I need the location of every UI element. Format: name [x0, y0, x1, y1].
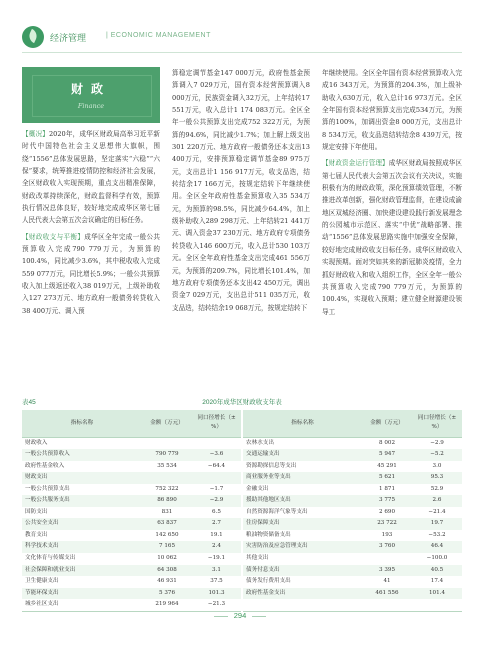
- table-row: [22, 484, 462, 496]
- row-amount-left: 790 779: [142, 449, 192, 461]
- table-row: [22, 495, 462, 507]
- row-growth-left: 3.1: [192, 565, 242, 577]
- row-growth-left: 2.4: [192, 541, 242, 553]
- row-amount-right: 23 722: [362, 518, 412, 530]
- leaf-logo-icon: [22, 26, 44, 48]
- table-row: [22, 507, 462, 519]
- row-growth-right: −5.2: [412, 449, 462, 461]
- row-name-left: 财政收入: [25, 439, 48, 446]
- row-growth-left: −19.1: [207, 554, 226, 561]
- row-amount-right: 3 760: [362, 541, 412, 553]
- row-name-right: 援助其他地区支出: [242, 495, 362, 507]
- chapter-subtitle: Finance: [77, 102, 105, 110]
- row-growth-left: 6.5: [212, 508, 221, 515]
- row-name-left: 一般公共预算收入: [22, 449, 142, 461]
- row-name-left: 城乡社区支出: [22, 599, 142, 611]
- row-name-left: 财政支出: [22, 472, 142, 484]
- row-name-right: 资源勘探信息等支出: [242, 461, 362, 473]
- chapter-banner: [22, 67, 160, 123]
- row-growth-left: −1.7: [209, 485, 224, 492]
- row-amount-right: 2 690: [378, 508, 395, 515]
- table-title: 2020年成华区财政收支年表: [202, 399, 282, 406]
- row-growth-right: 95.3: [412, 472, 462, 484]
- row-name-left: 政府性基金收入: [25, 462, 65, 469]
- row-amount-right: 461 556: [362, 588, 412, 600]
- row-name-right: 金融支出: [242, 484, 362, 496]
- row-growth-right: −53.2: [428, 531, 446, 538]
- table-row: [22, 553, 462, 565]
- budget-text: 成华区全年完成一般公共预算收入完成790 779万元，为预算的100.4%，同比减少3.6%，其中税收收入完成559 077万元，同比增长5.9%；一般公共预算收入加上级返还收入38 019万元，上级补助收入127 273万元、地方政府一般债务转贷收入38 400万元、调入预: [22, 232, 161, 315]
- row-amount-left: 86 890: [142, 495, 192, 507]
- row-name-right: 商业服务业等支出: [242, 472, 362, 484]
- row-name-right: [242, 599, 362, 611]
- row-amount-right: 1 871: [378, 485, 395, 492]
- section-subtitle: | ECONOMIC MANAGEMENT: [106, 32, 211, 39]
- row-name-left: 社会保障和就业支出: [22, 565, 142, 577]
- row-growth-left: [192, 472, 242, 484]
- table-row: [22, 576, 462, 588]
- row-name-right: 住房保障支出: [242, 518, 362, 530]
- text-column-2: [172, 67, 310, 314]
- row-name-right: 交通运输支出: [242, 449, 362, 461]
- row-amount-left: 831: [161, 508, 173, 515]
- table-number: 表45: [22, 399, 36, 406]
- row-amount-right: 8 002: [378, 439, 395, 446]
- table-row: [22, 518, 462, 530]
- row-name-right: 灾害防治及应急管理支出: [242, 541, 362, 553]
- header-name-right: 指标名称: [242, 410, 362, 437]
- row-amount-left: 219 964: [142, 599, 192, 611]
- row-name-right: 农林水支出: [242, 437, 362, 449]
- text-column-1: [22, 128, 160, 317]
- header-growth-right: 同口径增长（±%）: [412, 410, 462, 437]
- table-row: [22, 541, 462, 553]
- table-row: [22, 599, 462, 611]
- budget-paragraph: [22, 231, 160, 317]
- section-title: 经济管理: [50, 34, 87, 44]
- table-row: [22, 449, 462, 461]
- row-growth-left: 2.7: [192, 518, 242, 530]
- row-name-left: 科学技术支出: [22, 541, 142, 553]
- ops-text: 成华区财政局按照成华区第七届人民代表大会第五次会议有关决议，实施积极有为的财政政策，深化预算绩效管理，不断推进改革创新，强化财政管理监督，在建设成渝地区双城经济圈、加快建设建设践行新发展理念的公园城市示范区、落实“中优”战略部署、推动“1556”总体发展思路实施中加强安全保障，较好地完成财政收支目标任务。成华区财政收入实现预期。面对突如其来的新冠肺炎疫情，全力抓好财政收入和收入组织工作，全区全年一般公共预算收入完成790 779万元，为预算的100.4%，实现收入预期；建立健全财源建设领导工: [322, 159, 462, 316]
- row-name-left: 一般公共服务支出: [22, 495, 142, 507]
- row-growth-right: 46.4: [412, 541, 462, 553]
- row-growth-left: 19.1: [210, 531, 223, 538]
- header-name-left: 指标名称: [22, 410, 142, 437]
- table-row: [22, 530, 462, 542]
- overview-label: 【概况】: [22, 130, 49, 138]
- row-amount-right: [362, 599, 412, 611]
- row-amount-right: 3 775: [362, 495, 412, 507]
- row-name-left: 文化体育与传媒支出: [25, 554, 76, 561]
- row-name-left: 公共安全支出: [22, 518, 142, 530]
- row-amount-left: [142, 472, 192, 484]
- table-row: [22, 437, 462, 449]
- text-column-3: [322, 67, 462, 318]
- row-growth-right: −21.4: [428, 508, 446, 515]
- row-amount-right: [362, 553, 412, 565]
- row-amount-left: 63 837: [142, 518, 192, 530]
- state-capital-paragraph: 年继续使用。全区全年国有资本经营预算收入完成16 343万元，为预算的204.3%，加上级补助收入630万元，收入总计16 973万元。全区全年国有资本经营预算支出完成534万元，为预算的100%，加调出资金8 000万元，支出总计8 534万元，收支品迭结转结余8 439万元，按规定安排下年使用。: [322, 69, 462, 152]
- table-row: [22, 461, 462, 473]
- header-amount-right: 金额（万元）: [362, 410, 412, 437]
- budget-label: 【财政收支与平衡】: [22, 232, 85, 241]
- table-row: [22, 565, 462, 577]
- row-name-left: 一般公共预算支出: [25, 485, 70, 492]
- row-amount-right: 5 947: [362, 449, 412, 461]
- budget-paragraph-cont: 算稳定调节基金147 000万元，政府性基金预算调入7 029万元，国有资本经营预算调入8 000万元，民族资金调入32万元，上年结转17 551万元，收入总计1 174 083万元。全区全年一般公共预算支出完成752 322万元，为预算的94.6%，同比减少1.7%；加上解上级支出301 220万元、地方政府一般债务还本支出13 400万元，安排预算稳定调节基金89 975万元，支出总计1 156 917万元，收支品迭，结转结余17 166万元，按规定结转下年继续使用。全区全年政府性基金预算收入35 534万元，为预算的98.5%，同比减少64.4%，加上级补助收入289 298万元、上年结转21 441万元、调入资金37 230万元、地方政府专项债务转贷收入146 600万元，收入总计530 103万元。全区全年政府性基金支出完成461 556万元，为预算的209.7%，同比增长101.4%，加地方政府专项债务还本支出42 450万元，调出资金7 029万元，支出总计511 035万元，收支品迭，结转结余19 068万元，按规定结转下: [172, 69, 310, 312]
- row-amount-right: 45 291: [377, 462, 397, 469]
- table-row: [22, 472, 462, 484]
- page-number: 294: [0, 611, 480, 620]
- overview-paragraph: [22, 128, 160, 227]
- overview-text: 2020年，成华区财政局高举习近平新时代中国特色社会主义思想伟大旗帜，围绕“1556”总体发展思路，坚定落实“六稳”“六保”要求，统筹推进疫情防控和经济社会发展，全区财政收入实现预期，重点支出精准保障，财政改革持续深化，财政监督科学有效，预算执行情况总体良好，较好地完成成华区第七届人民代表大会第五次会议确定的目标任务。: [22, 130, 160, 225]
- row-name-left: 节能环保支出: [22, 588, 142, 600]
- row-growth-left: 37.5: [210, 578, 223, 585]
- row-growth-left: −2.9: [192, 495, 242, 507]
- row-growth-left: −3.6: [192, 449, 242, 461]
- row-name-right: 债务发行费用支出: [242, 576, 362, 588]
- row-name-left: 教育支出: [25, 531, 48, 538]
- chapter-title: 财政: [70, 82, 111, 96]
- row-growth-right: −100.0: [426, 554, 448, 561]
- row-name-right: 政府性基金支出: [242, 588, 362, 600]
- row-growth-left: 101.3: [192, 588, 242, 600]
- row-amount-left: 5 376: [142, 588, 192, 600]
- row-amount-left: 35 534: [157, 462, 177, 469]
- row-growth-right: [412, 599, 462, 611]
- table-header-row: [22, 410, 462, 437]
- header-divider: [22, 52, 462, 53]
- row-amount-left: 142 650: [155, 531, 179, 538]
- row-amount-left: 7 165: [142, 541, 192, 553]
- row-amount-left: 752 322: [155, 485, 179, 492]
- finance-table: [22, 410, 462, 612]
- row-amount-right: 41: [383, 578, 391, 585]
- row-growth-right: 19.7: [412, 518, 462, 530]
- row-name-right: 自然资源海洋气象等支出: [242, 507, 362, 519]
- row-amount-left: 64 308: [142, 565, 192, 577]
- row-name-left: 卫生健康支出: [25, 578, 59, 585]
- row-growth-right: −2.9: [430, 439, 444, 446]
- row-name-right: 债务付息支出: [242, 565, 362, 577]
- row-growth-right: 17.4: [430, 578, 444, 585]
- page-header: [22, 26, 462, 50]
- ops-paragraph: [322, 157, 462, 317]
- row-growth-left: −21.3: [192, 599, 242, 611]
- row-name-right: 其他支出: [242, 553, 362, 565]
- row-growth-right: 40.5: [412, 565, 462, 577]
- row-growth-left: −64.4: [207, 462, 226, 469]
- row-growth-right: 2.6: [412, 495, 462, 507]
- header-growth-left: 同口径增长（±%）: [192, 410, 242, 437]
- row-name-right: 粮油物资储备支出: [242, 530, 362, 542]
- table-caption: [22, 397, 462, 408]
- row-growth-right: 52.9: [430, 485, 444, 492]
- ops-label: 【财政资金运行管理】: [322, 159, 389, 168]
- row-amount-right: 5 621: [362, 472, 412, 484]
- row-growth-right: 3.0: [432, 462, 442, 469]
- row-growth-right: 101.4: [412, 588, 462, 600]
- section-subtitle-text: ECONOMIC MANAGEMENT: [110, 32, 211, 39]
- table-row: [22, 588, 462, 600]
- row-amount-left: 10 062: [157, 554, 177, 561]
- row-amount-left: 46 931: [157, 578, 177, 585]
- row-growth-left: [192, 437, 242, 449]
- row-amount-right: 193: [381, 531, 393, 538]
- row-amount-left: [142, 437, 192, 449]
- row-amount-right: 3 395: [362, 565, 412, 577]
- row-name-left: 国防支出: [25, 508, 48, 515]
- header-amount-left: 金额（万元）: [142, 410, 192, 437]
